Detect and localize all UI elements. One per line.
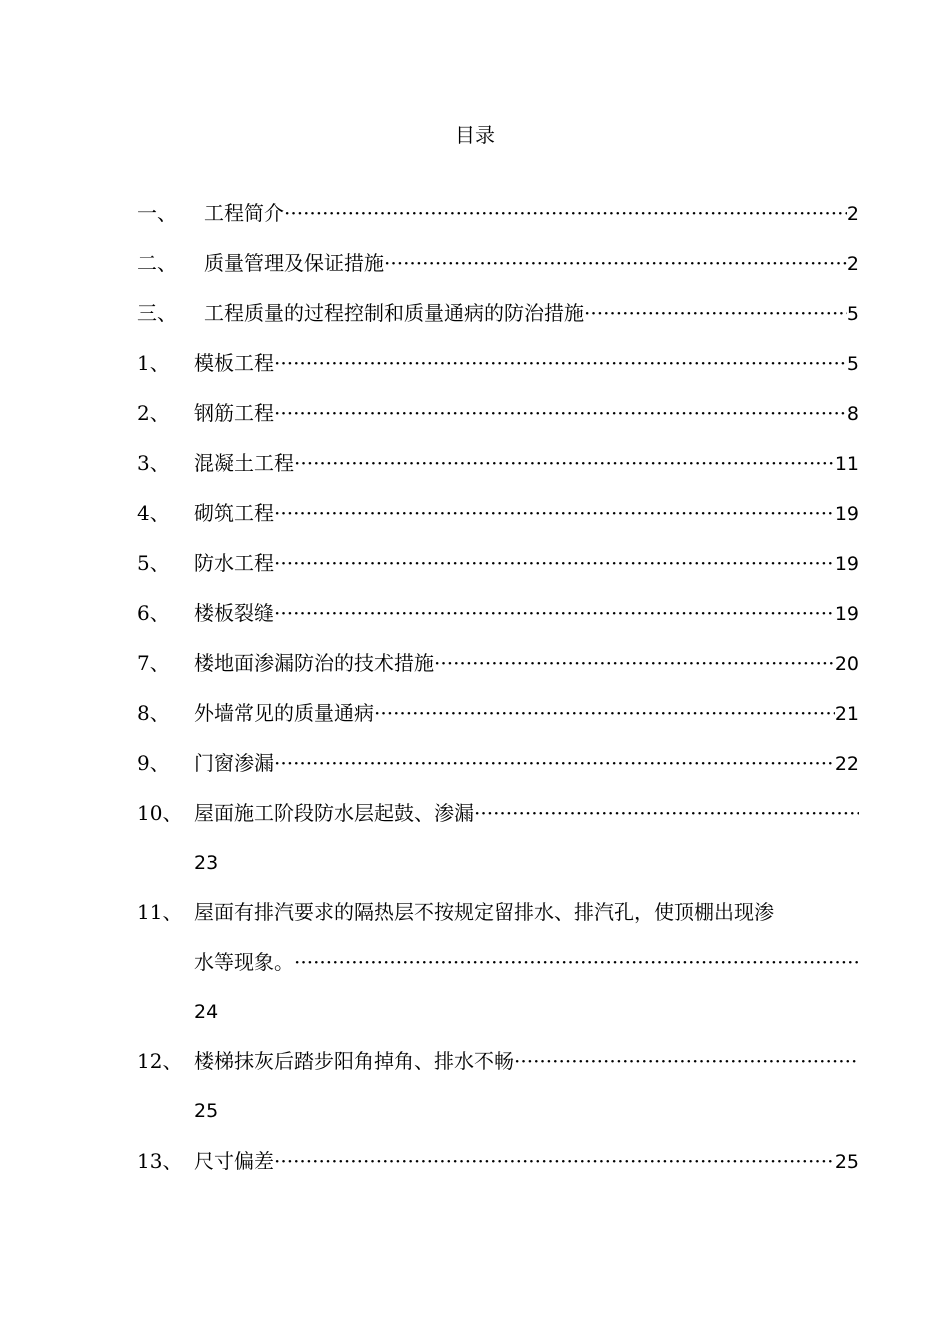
toc-entry	[137, 648, 859, 678]
toc-entry-page: 24	[194, 1001, 219, 1023]
toc-entry-number: 6、	[137, 601, 170, 625]
toc-entry-number: 二、	[137, 251, 177, 275]
dot-leader	[274, 748, 835, 778]
toc-entry-page: 23	[194, 852, 219, 874]
toc-entry	[137, 1146, 859, 1176]
dot-leader	[274, 348, 847, 378]
dot-leader	[274, 398, 847, 428]
dot-leader	[514, 1046, 859, 1076]
toc-entry	[137, 548, 859, 578]
toc-entry-text: 质量管理及保证措施	[204, 251, 384, 275]
toc-entry-text: 砌筑工程	[194, 501, 274, 525]
toc-entry	[137, 897, 859, 1027]
toc-entry-page: 25	[194, 1100, 219, 1122]
toc-entry-text: 钢筋工程	[194, 401, 274, 425]
toc-entry-page: 8	[846, 403, 859, 425]
toc-entry-page: 19	[834, 603, 859, 625]
toc-entry-number: 4、	[137, 501, 170, 525]
toc-entry	[137, 198, 859, 228]
dot-leader	[274, 598, 835, 628]
dot-leader	[294, 947, 859, 977]
dot-leader	[274, 1146, 835, 1176]
dot-leader	[434, 648, 835, 678]
toc-entry-number: 11、	[137, 900, 183, 924]
toc-entry-text: 工程简介	[204, 201, 284, 225]
toc-entry	[137, 1046, 859, 1126]
toc-entry-number: 1、	[137, 351, 170, 375]
dot-leader	[294, 448, 835, 478]
dot-leader	[374, 698, 835, 728]
toc-entry	[137, 448, 859, 478]
dot-leader	[474, 798, 859, 828]
toc-entry-number: 3、	[137, 451, 170, 475]
toc-entry-text: 屋面施工阶段防水层起鼓、渗漏	[194, 801, 474, 825]
toc-entry-page: 2	[846, 253, 859, 275]
toc-entry	[137, 298, 859, 328]
toc-entry	[137, 698, 859, 728]
toc-entry-page: 20	[834, 653, 859, 675]
toc-entry-page: 5	[846, 303, 859, 325]
toc-entry-text: 外墙常见的质量通病	[194, 701, 374, 725]
dot-leader	[384, 248, 847, 278]
toc-entry-number: 8、	[137, 701, 170, 725]
toc-entry	[137, 598, 859, 628]
dot-leader	[274, 498, 835, 528]
toc-title: 目录	[455, 123, 495, 147]
toc-entry-number: 三、	[137, 301, 177, 325]
dot-leader	[584, 298, 847, 328]
toc-entry-page: 19	[834, 553, 859, 575]
toc-entry	[137, 748, 859, 778]
toc-entry-page: 19	[834, 503, 859, 525]
dot-leader	[274, 548, 835, 578]
toc-entry-page: 25	[834, 1151, 859, 1173]
toc-entry	[137, 498, 859, 528]
toc-entry-text: 楼板裂缝	[194, 601, 274, 625]
toc-entry	[137, 348, 859, 378]
toc-entry-number: 13、	[137, 1149, 183, 1173]
toc-entry-number: 10、	[137, 801, 183, 825]
toc-entry-number: 5、	[137, 551, 170, 575]
toc-entry-text: 楼梯抹灰后踏步阳角掉角、排水不畅	[194, 1049, 514, 1073]
toc-entry-number: 12、	[137, 1049, 183, 1073]
toc-entry	[137, 398, 859, 428]
toc-entry	[137, 798, 859, 878]
toc-entry-page: 11	[834, 453, 859, 475]
toc-entry-text: 工程质量的过程控制和质量通病的防治措施	[204, 301, 584, 325]
toc-entry-text: 防水工程	[194, 551, 274, 575]
toc-entry-number: 一、	[137, 201, 177, 225]
toc-entry-number: 9、	[137, 751, 170, 775]
toc-entry-text: 门窗渗漏	[194, 751, 274, 775]
toc-entry-text: 楼地面渗漏防治的技术措施	[194, 651, 434, 675]
toc-entry-text-continued: 水等现象。	[194, 950, 294, 974]
toc-entry-page: 22	[834, 753, 859, 775]
toc-entry	[137, 248, 859, 278]
toc-entry-page: 2	[846, 203, 859, 225]
toc-entry-page: 21	[834, 703, 859, 725]
dot-leader	[284, 198, 847, 228]
toc-entry-text: 混凝土工程	[194, 451, 294, 475]
toc-entry-page: 5	[846, 353, 859, 375]
toc-entry-number: 7、	[137, 651, 170, 675]
toc-entry-text: 屋面有排汽要求的隔热层不按规定留排水、排汽孔，使顶棚出现渗	[194, 900, 774, 924]
toc-entry-number: 2、	[137, 401, 170, 425]
toc-entry-text: 模板工程	[194, 351, 274, 375]
toc-entry-text: 尺寸偏差	[194, 1149, 274, 1173]
